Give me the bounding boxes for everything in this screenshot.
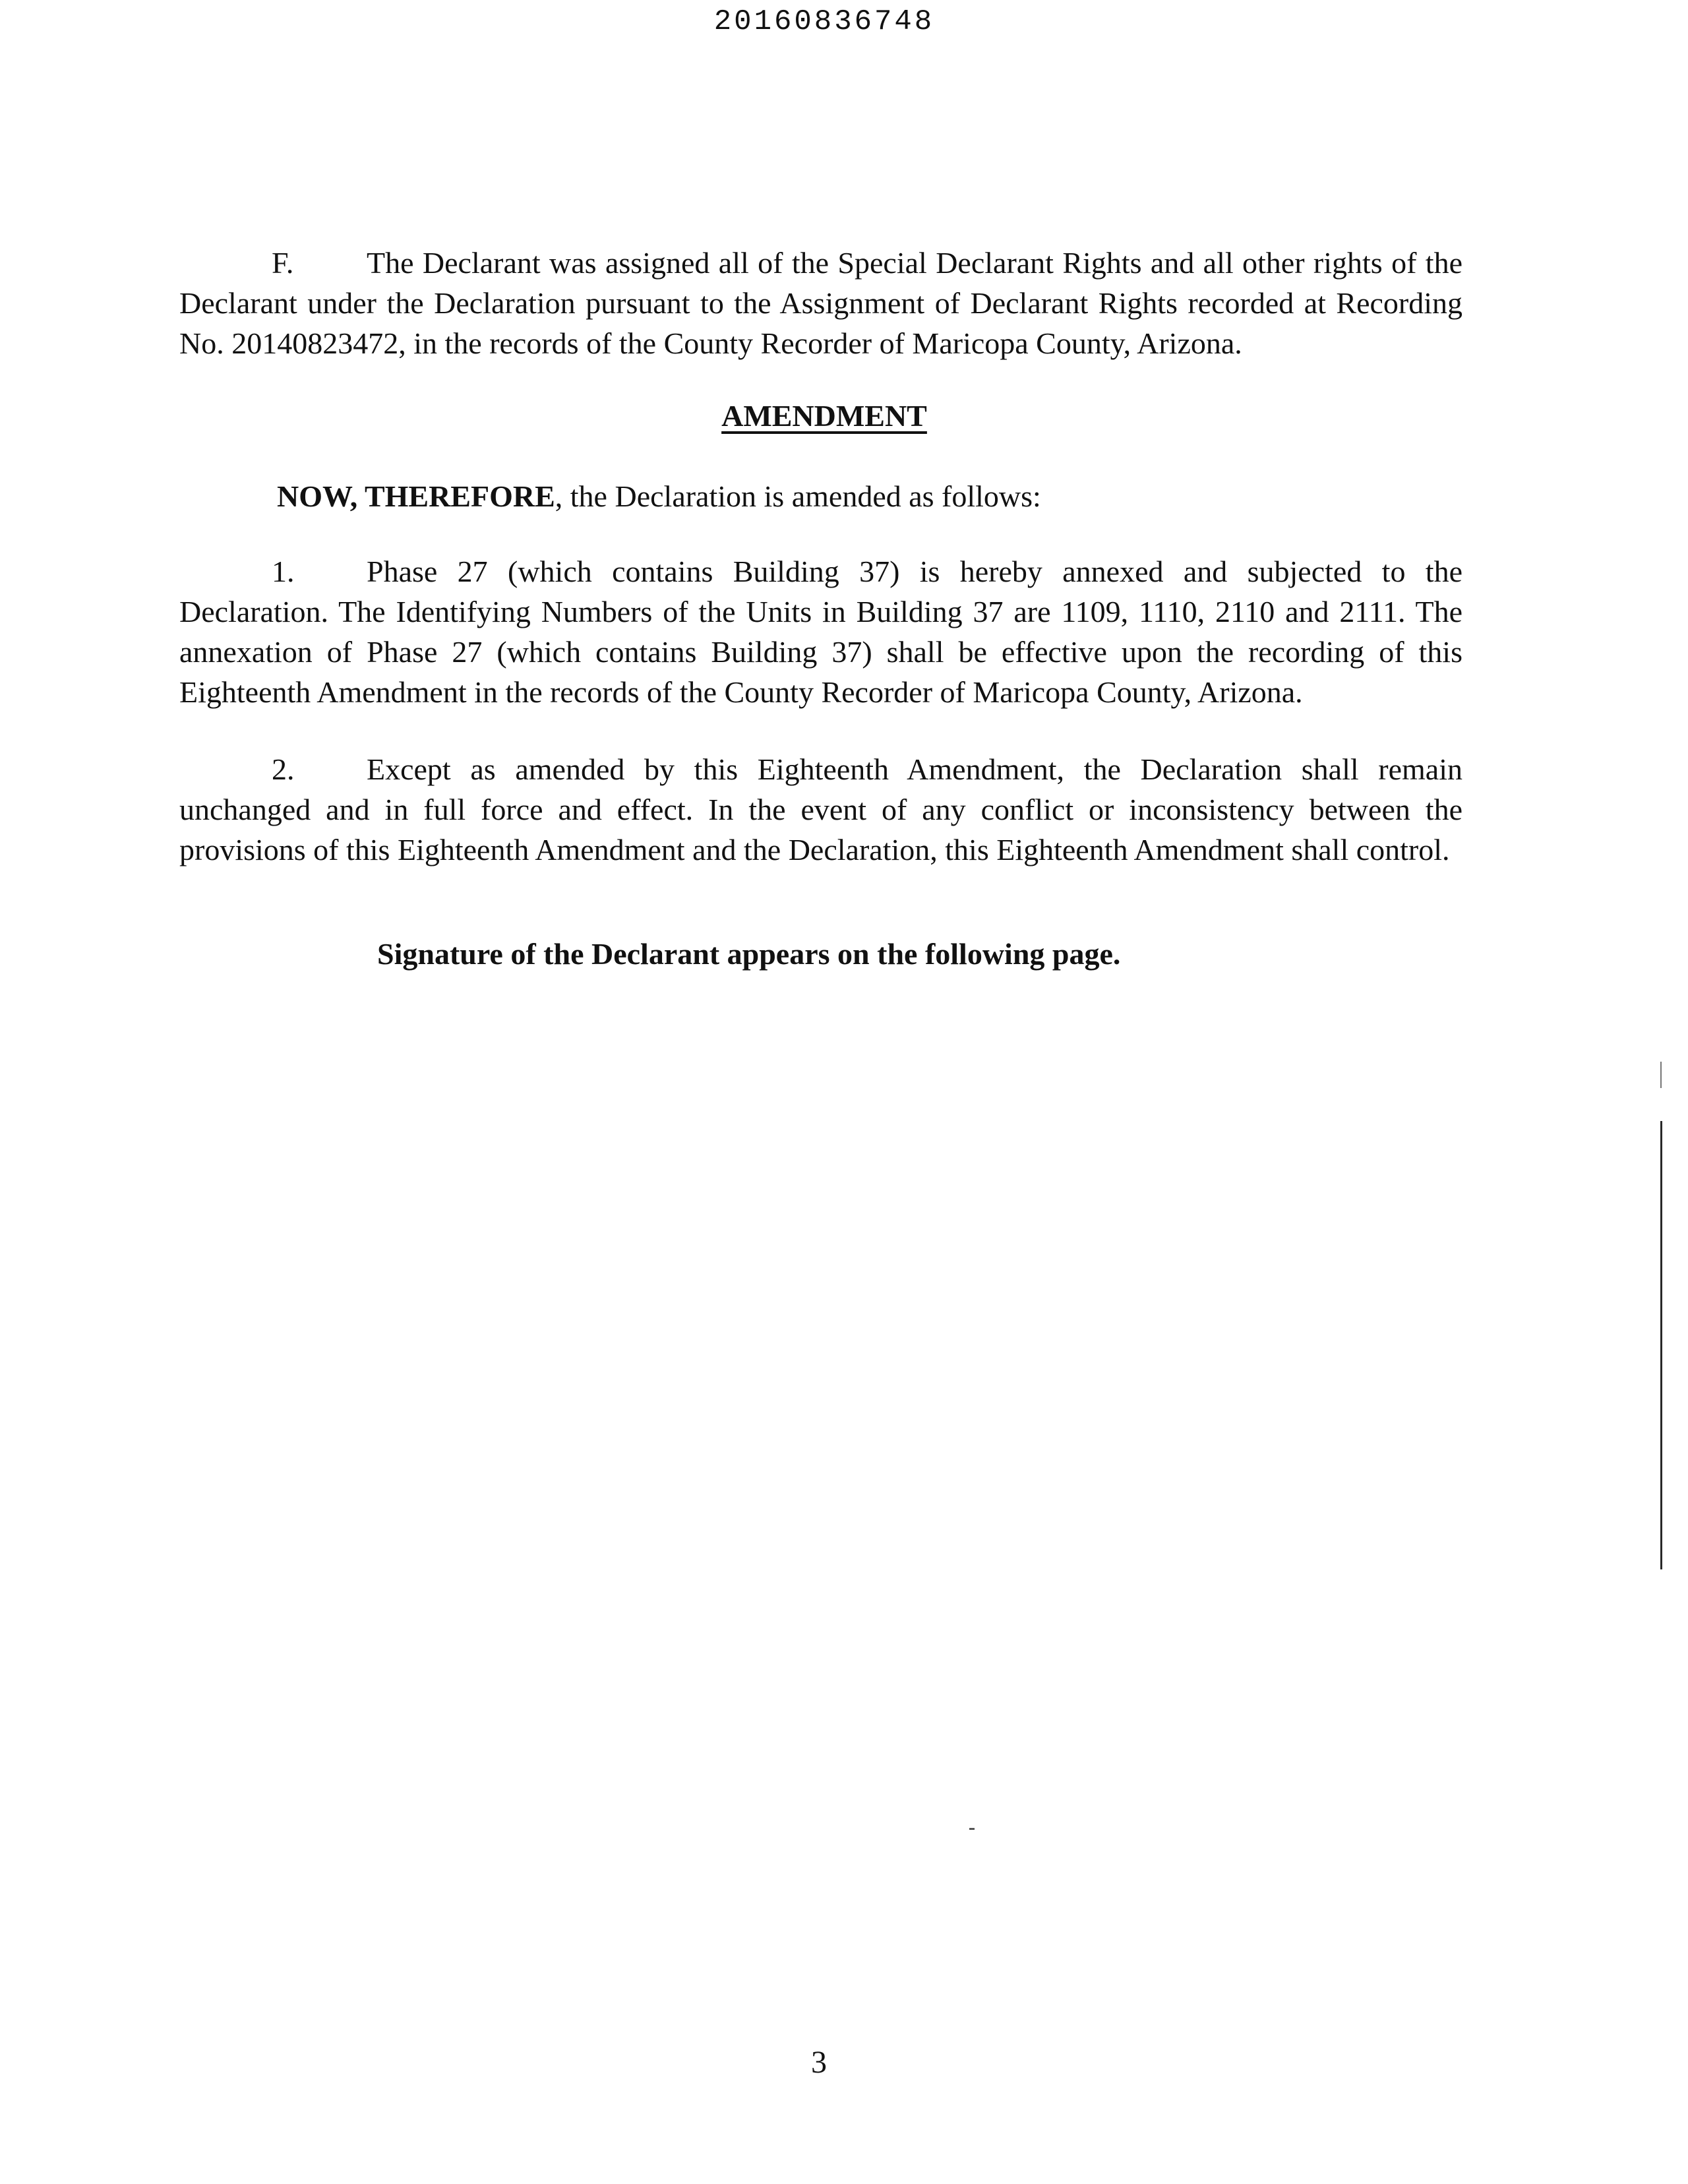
paragraph-f-text: The Declarant was assigned all of the Special Declarant Rights and all other rights of the Declarant under the Declaration pursuant to the Assignment of Declarant Rights recorded at Recording No. 20140823472, in the records of the County Recorder of Maricopa County, Arizona. [179, 246, 1462, 360]
item-1-marker: 1. [272, 555, 295, 588]
now-therefore-bold: NOW, THEREFORE [277, 479, 555, 513]
item-2-text: Except as amended by this Eighteenth Amendment, the Declaration shall remain unchanged and in full force and effect. In the event of any conflict or inconsistency between the provisions of this Eighteenth Amendment and the Declaration, this Eighteenth Amendment shall control. [179, 752, 1462, 866]
amendment-item-2 [179, 749, 1462, 870]
item-2-marker: 2. [272, 752, 295, 786]
signature-note: Signature of the Declarant appears on the following page. [377, 937, 1121, 971]
item-1-text: Phase 27 (which contains Building 37) is hereby annexed and subjected to the Declaration. The Identifying Numbers of the Units in Building 37 are 1109, 1110, 2110 and 2111. The annexation of Phase 27 (which contains Building 37) shall be effective upon the recording of this Eighteenth Amendment in the records of the County Recorder of Maricopa County, Arizona. [179, 555, 1462, 709]
section-heading: AMENDMENT [721, 399, 927, 433]
amendment-item-1 [179, 551, 1462, 712]
scan-speck [969, 1828, 975, 1830]
now-therefore-rest: , the Declaration is amended as follows: [555, 479, 1041, 513]
scan-edge-tick [1660, 1062, 1662, 1088]
recording-number: 20160836748 [713, 5, 935, 38]
scan-edge-line [1660, 1121, 1662, 1569]
page-number: 3 [811, 2045, 827, 2080]
paragraph-f [179, 243, 1462, 363]
paragraph-f-marker: F. [272, 246, 294, 280]
now-therefore-line [277, 479, 1041, 514]
